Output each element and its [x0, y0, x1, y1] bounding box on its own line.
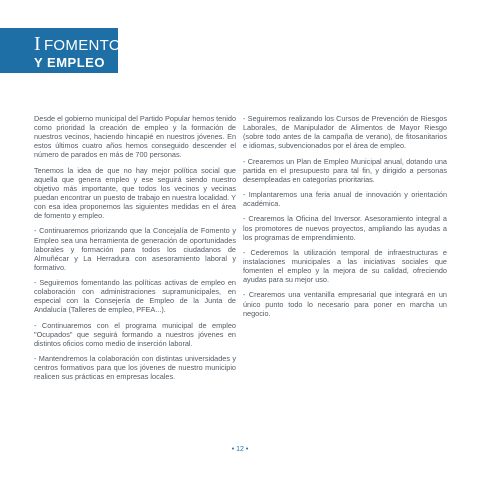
right-text-column — [243, 114, 447, 324]
paragraph: Tenemos la idea de que no hay mejor política social que aquella que genera empleo y ese seguirá siendo nuestro objetivo más importante, que todos los vecinos y vecinas puedan encontrar un puesto de trabajo en nuestra localidad. Y con esa idea proponemos las siguientes medidas en el área de fomento y empleo. — [34, 165, 236, 221]
section-title-line2: Y EMPLEO — [34, 55, 105, 70]
section-numeral: I — [34, 33, 41, 55]
list-item: - Seguiremos fomentando las políticas activas de empleo en colaboración con administraciones supramunicipales, en especial con la Consejería de Empleo de la Junta de Andalucía (Talleres de empleo, PFEA...). — [34, 278, 236, 315]
section-title — [34, 33, 121, 56]
list-item: - Crearemos un Plan de Empleo Municipal anual, dotando una partida en el presupuesto para tal fin, y dirigido a personas desempleadas en categorías prioritarias. — [243, 156, 447, 184]
section-title-line1: FOMENTO — [43, 37, 121, 54]
list-item: - Crearemos una ventanilla empresarial que integrará en un único punto todo lo necesario para poner en marcha un negocio. — [243, 290, 447, 318]
left-text-column — [34, 114, 236, 388]
paragraph: Desde el gobierno municipal del Partido Popular hemos tenido como prioridad la creación de empleo y la formación de nuestros vecinos, haciendo hincapié en nuestros jóvenes. En estos últimos cuatro años hemos conseguido descender el número de parados en más de 700 personas. — [34, 114, 237, 160]
list-item: - Continuaremos con el programa municipal de empleo "Ocupados" que seguirá formando a nuestros jóvenes en distintos oficios como medio de inserción laboral. — [34, 320, 236, 348]
list-item: - Implantaremos una feria anual de innovación y orientación académica. — [243, 190, 447, 209]
list-item: - Mantendremos la colaboración con distintas universidades y centros formativos para que los jóvenes de nuestro municipio realicen sus prácticas en empresas locales. — [34, 354, 236, 382]
list-item: - Cederemos la utilización temporal de infraestructuras e instalaciones municipales a las iniciativas sociales que fomenten el empleo y la mejora de su calidad, ofreciendo ayudas para su mejor uso. — [243, 247, 447, 285]
page-number: • 12 • — [231, 446, 249, 453]
list-item: - Crearemos la Oficina del Inversor. Asesoramiento integral a los promotores de nuevos proyectos, ampliando las ayudas a los programas de emprendimiento. — [243, 214, 447, 242]
list-item: - Continuaremos priorizando que la Concejalía de Fomento y Empleo sea una herramienta de generación de oportunidades laborales y formación para todos los ciudadanos de Almuñécar y La Herradura con asesoramiento laboral y formativo. — [34, 226, 236, 272]
list-item: - Seguiremos realizando los Cursos de Prevención de Riesgos Laborales, de Manipulador de Alimentos de Mayor Riesgo (sobre todo antes de la campaña de verano), de fitosanitarios e idiomas, subvencionados por el área de empleo. — [243, 114, 447, 151]
